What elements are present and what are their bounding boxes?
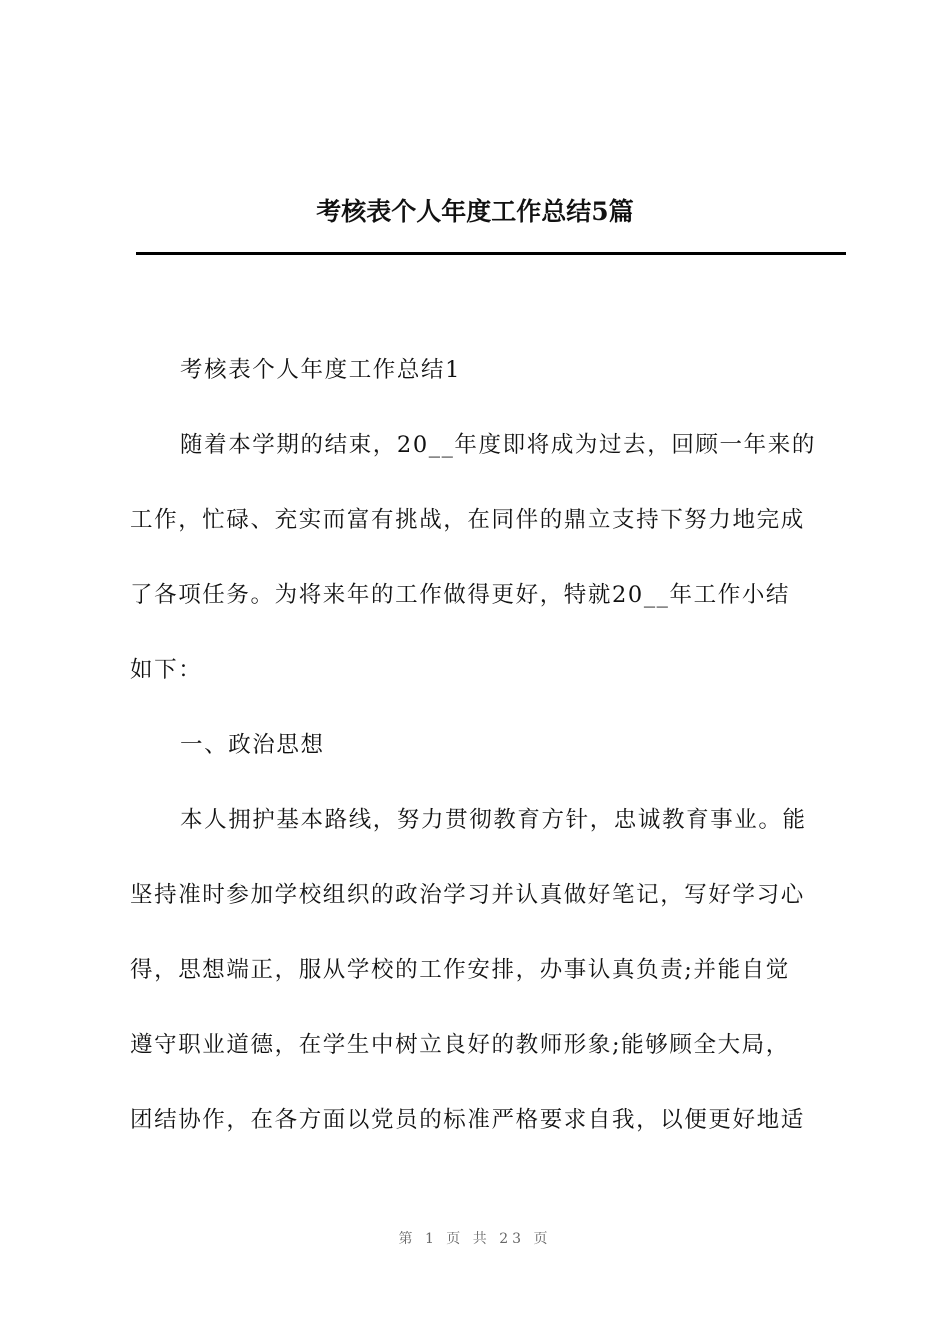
subsection-heading: 一、政治思想 — [180, 732, 325, 758]
page-number-footer: 第 1 页 共 23 页 — [398, 1231, 552, 1247]
paragraph-line: 得，思想端正，服从学校的工作安排，办事认真负责;并能自觉 — [130, 957, 790, 983]
paragraph-line: 随着本学期的结束，20__年度即将成为过去，回顾一年来的 — [180, 432, 816, 458]
paragraph-line: 如下： — [130, 657, 203, 683]
section-heading: 考核表个人年度工作总结1 — [180, 357, 462, 383]
paragraph-line: 坚持准时参加学校组织的政治学习并认真做好笔记，写好学习心 — [130, 882, 805, 908]
title-underline — [136, 252, 846, 255]
paragraph-line: 团结协作，在各方面以党员的标准严格要求自我，以便更好地适 — [130, 1107, 805, 1133]
paragraph-line: 遵守职业道德，在学生中树立良好的教师形象;能够顾全大局， — [130, 1032, 790, 1058]
document-title: 考核表个人年度工作总结5篇 — [316, 197, 634, 226]
paragraph-line: 工作，忙碌、充实而富有挑战，在同伴的鼎立支持下努力地完成 — [130, 507, 805, 533]
paragraph-line: 了各项任务。为将来年的工作做得更好，特就20__年工作小结 — [130, 582, 791, 608]
paragraph-line: 本人拥护基本路线，努力贯彻教育方针，忠诚教育事业。能 — [180, 807, 807, 833]
